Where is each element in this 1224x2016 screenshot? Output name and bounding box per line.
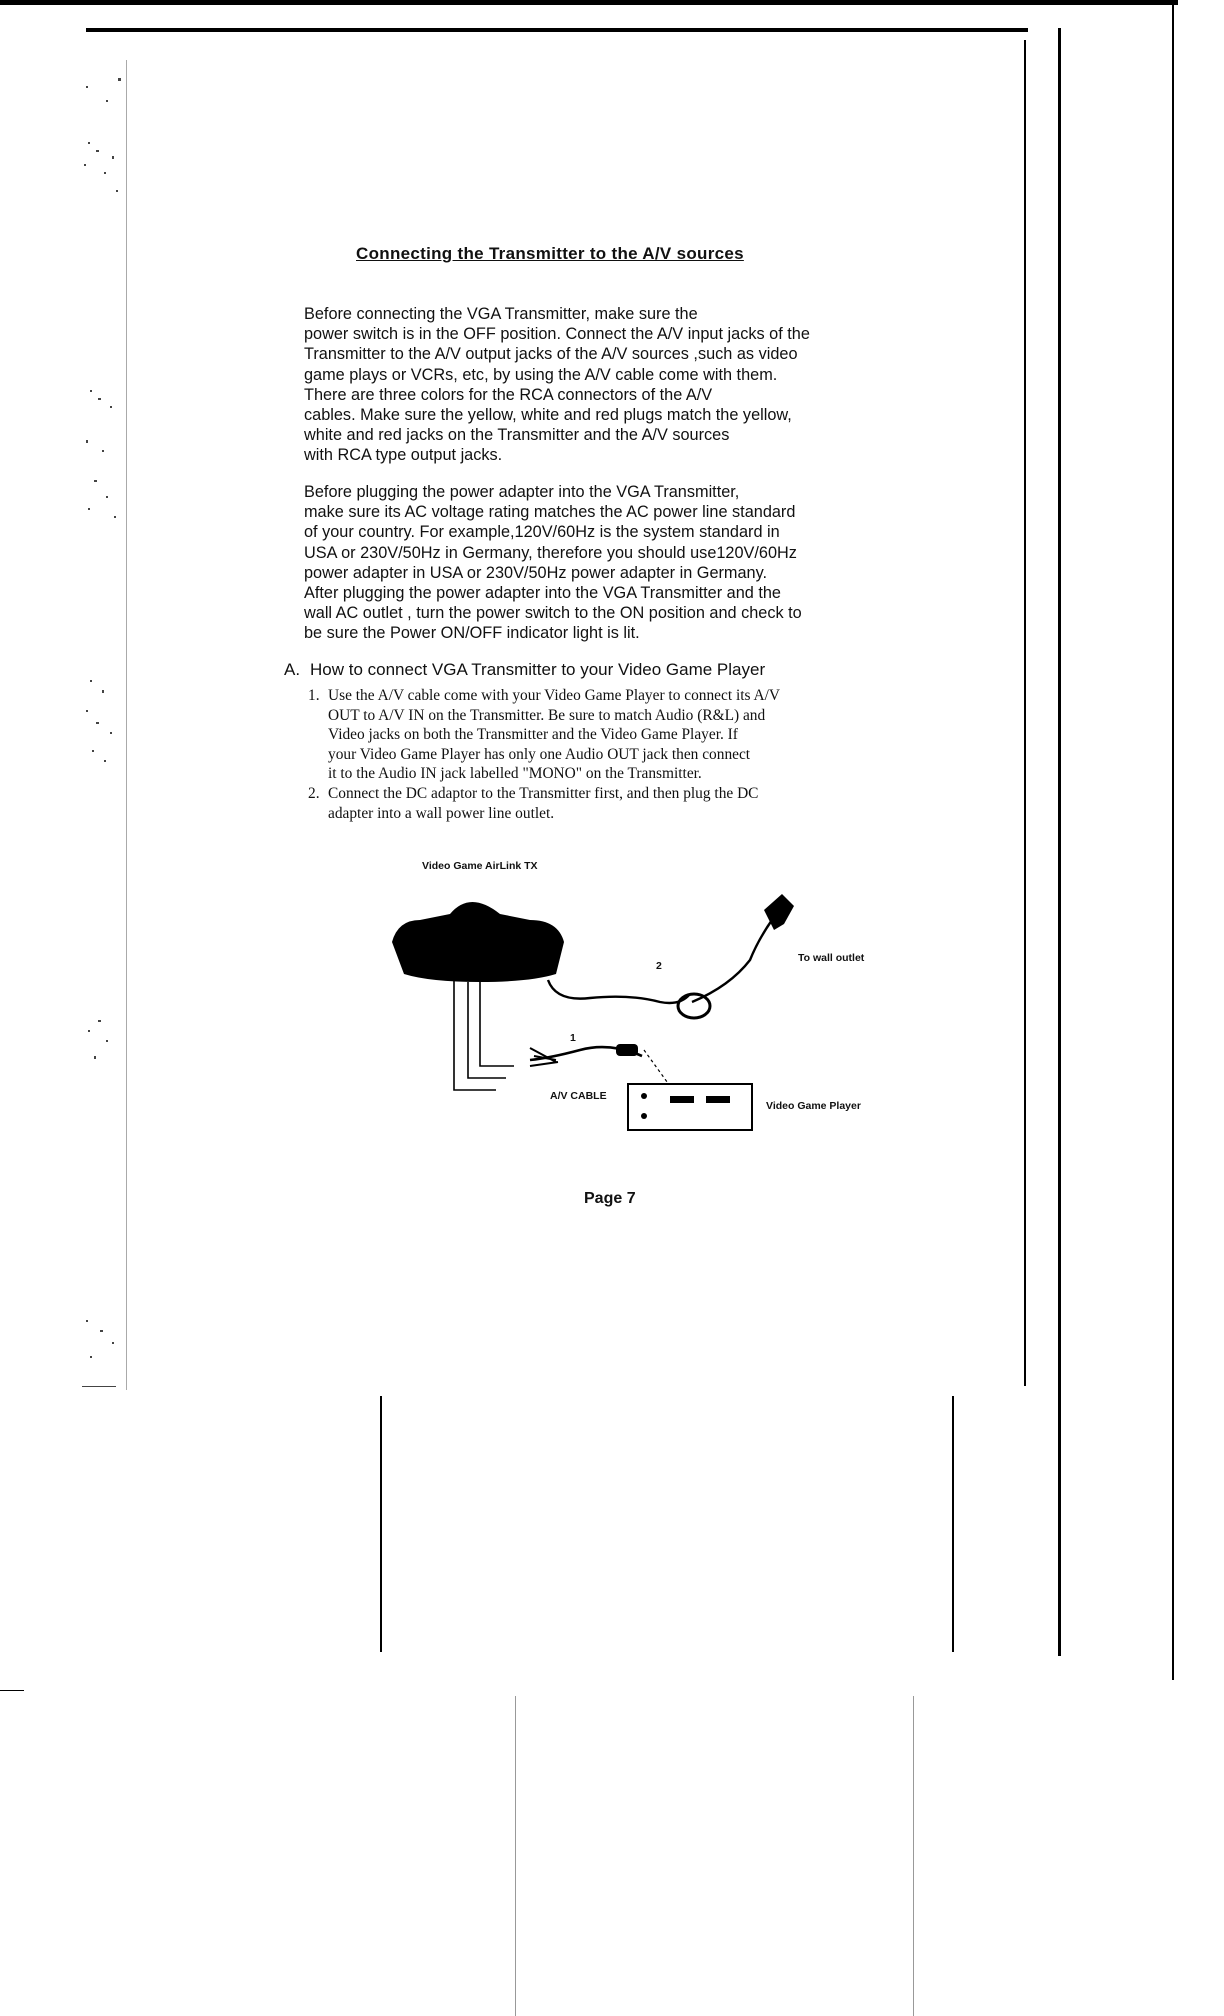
text-line: make sure its AC voltage rating matches the AC power line standard bbox=[304, 503, 796, 522]
right-frame-rule bbox=[1058, 28, 1061, 1656]
text-line: white and red jacks on the Transmitter and the A/V sources bbox=[304, 426, 730, 445]
av-plug bbox=[616, 1044, 638, 1056]
video-game-player-box bbox=[628, 1084, 752, 1130]
page-title: Connecting the Transmitter to the A/V sources bbox=[356, 244, 744, 263]
text-line: power switch is in the OFF position. Connect the A/V input jacks of the bbox=[304, 325, 810, 344]
cable-line bbox=[480, 982, 514, 1066]
step-line: your Video Game Player has only one Audio OUT jack then connect bbox=[328, 745, 751, 763]
step-number: 2. bbox=[308, 785, 320, 802]
step-line: Connect the DC adaptor to the Transmitter first, and then plug the DC bbox=[328, 785, 759, 802]
step-1 bbox=[308, 686, 908, 784]
step-line: Video jacks on both the Transmitter and the Video Game Player. If bbox=[328, 726, 738, 744]
text-line: with RCA type output jacks. bbox=[304, 446, 503, 465]
right-inner-rule bbox=[1024, 40, 1026, 1386]
power-paragraph bbox=[304, 482, 904, 644]
text-line: wall AC outlet , turn the power switch to the ON position and check to bbox=[304, 604, 802, 623]
step-line: adapter into a wall power line outlet. bbox=[328, 804, 555, 822]
text-line: cables. Make sure the yellow, white and red plugs match the yellow, bbox=[304, 406, 792, 425]
lower-left-rule bbox=[380, 1396, 382, 1652]
text-line: power adapter in USA or 230V/50Hz power adapter in Germany. bbox=[304, 563, 768, 582]
step-line: Use the A/V cable come with your Video Game Player to connect its A/V bbox=[328, 687, 781, 704]
power-cable bbox=[548, 980, 690, 1003]
step-line: OUT to A/V IN on the Transmitter. Be sure to match Audio (R&L) and bbox=[328, 706, 766, 724]
top-border-rule bbox=[0, 0, 1178, 5]
wall-outlet-label: To wall outlet bbox=[798, 952, 865, 964]
text-line: After plugging the power adapter into the VGA Transmitter and the bbox=[304, 584, 781, 603]
section-letter: A. bbox=[284, 660, 301, 679]
av-cable-label: A/V CABLE bbox=[550, 1090, 607, 1102]
player-port bbox=[641, 1093, 647, 1099]
text-line: of your country. For example,120V/60Hz is the system standard in bbox=[304, 523, 780, 542]
marker-2: 2 bbox=[656, 960, 662, 972]
cable-line bbox=[468, 982, 506, 1078]
top-inner-rule bbox=[86, 28, 1028, 32]
section-heading-text: How to connect VGA Transmitter to your Video Game Player bbox=[310, 660, 766, 679]
text-line: Transmitter to the A/V output jacks of the A/V sources ,such as video bbox=[304, 345, 798, 364]
section-a-heading bbox=[284, 660, 765, 680]
text-line: USA or 230V/50Hz in Germany, therefore you should use120V/60Hz bbox=[304, 543, 797, 562]
text-line: There are three colors for the RCA connectors of the A/V bbox=[304, 385, 713, 404]
player-port bbox=[641, 1113, 647, 1119]
text-line: Before plugging the power adapter into the VGA Transmitter, bbox=[304, 483, 740, 501]
step-2 bbox=[308, 784, 908, 823]
player-jack bbox=[706, 1096, 730, 1103]
video-game-player-label: Video Game Player bbox=[766, 1100, 861, 1112]
intro-paragraph bbox=[304, 304, 904, 466]
bottom-left-mark bbox=[0, 1690, 24, 1691]
power-cable bbox=[692, 920, 772, 1002]
lower-right-rule bbox=[952, 1396, 954, 1652]
cable-coil bbox=[678, 994, 710, 1018]
cable-line bbox=[454, 980, 496, 1090]
far-right-edge bbox=[1172, 0, 1174, 1680]
text-line: Before connecting the VGA Transmitter, make sure the bbox=[304, 305, 698, 323]
text-line: game plays or VCRs, etc, by using the A/V cable come with them. bbox=[304, 365, 778, 384]
margin-scan-noise bbox=[76, 60, 136, 1400]
player-jack bbox=[670, 1096, 694, 1103]
marker-1: 1 bbox=[570, 1032, 576, 1044]
device-label: Video Game AirLink TX bbox=[422, 860, 538, 872]
bottom-rule-2 bbox=[913, 1696, 914, 2016]
page-number: Page 7 bbox=[584, 1190, 636, 1207]
bottom-rule-1 bbox=[515, 1696, 516, 2016]
connection-diagram bbox=[380, 890, 880, 1150]
step-number: 1. bbox=[308, 687, 320, 704]
av-cable-dashed bbox=[644, 1050, 670, 1086]
text-line: be sure the Power ON/OFF indicator light is lit. bbox=[304, 624, 640, 643]
transmitter-device bbox=[392, 902, 564, 982]
step-line: it to the Audio IN jack labelled "MONO" on the Transmitter. bbox=[328, 765, 702, 783]
